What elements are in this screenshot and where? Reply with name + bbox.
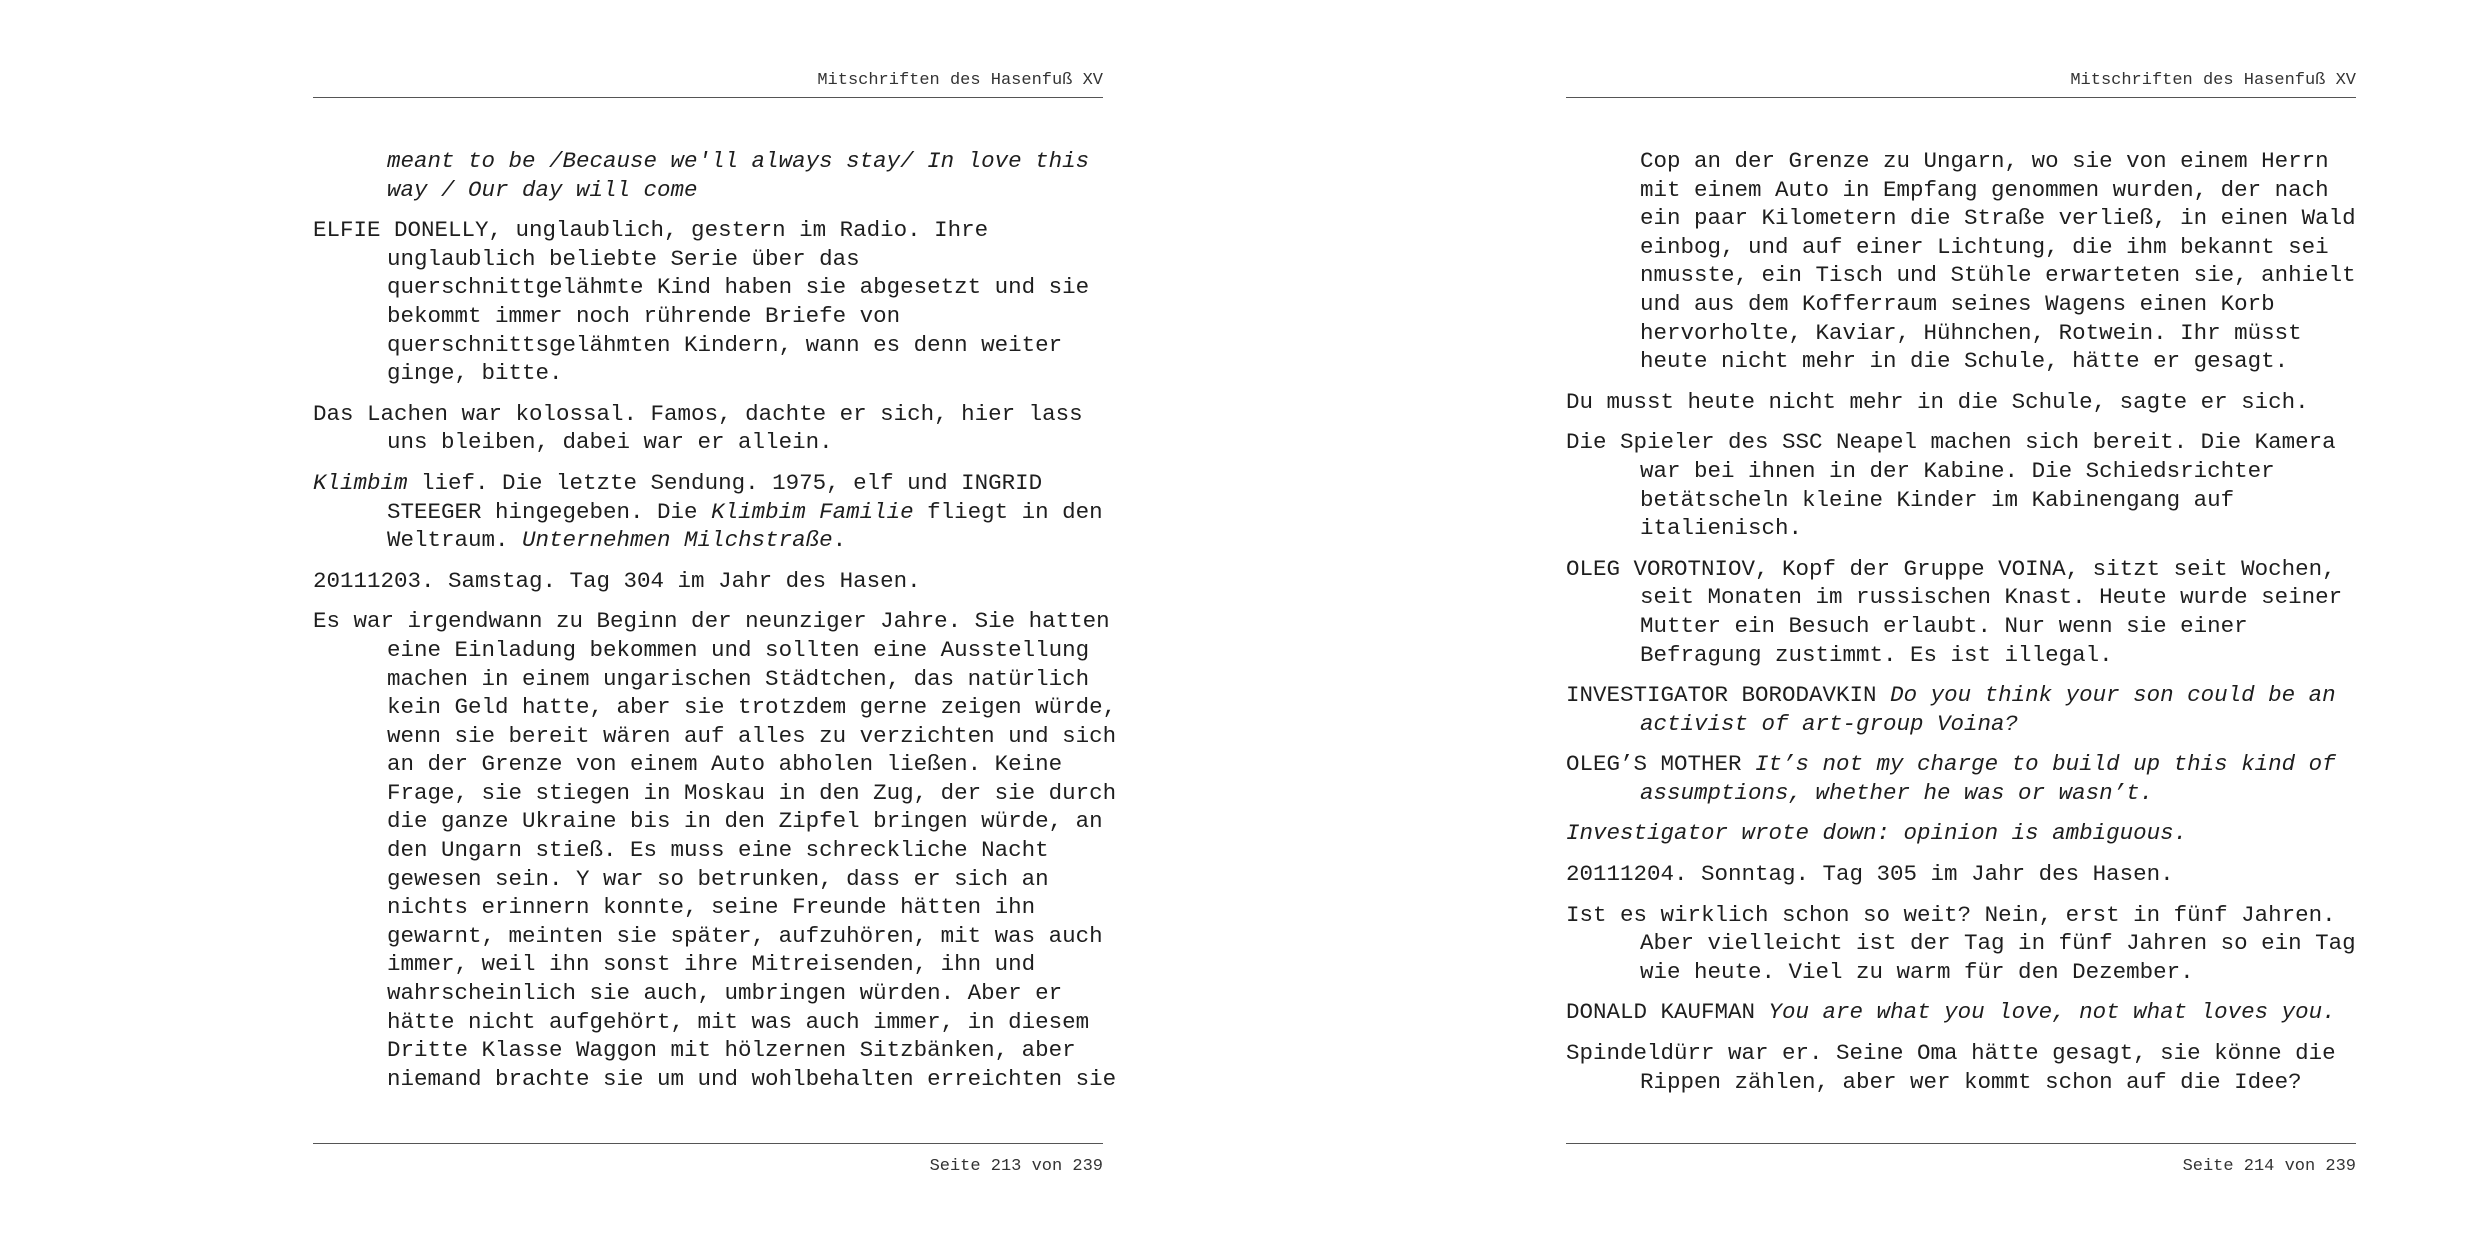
paragraph bbox=[1566, 681, 2356, 738]
page-body bbox=[1566, 147, 2356, 1108]
text-run: den Ungarn stieß. Es muss eine schreckliche Nacht bbox=[387, 837, 1049, 864]
italic-text: You are what you love, not what loves you. bbox=[1768, 999, 2336, 1026]
page-header: Mitschriften des Hasenfuß XV bbox=[2070, 71, 2356, 90]
text-run: Cop an der Grenze zu Ungarn, wo sie von einem Herrn bbox=[1640, 148, 2329, 174]
text-run: lief. Die letzte Sendung. 1975, elf und INGRID bbox=[407, 469, 1043, 496]
text-run: Spindeldürr war er. Seine Oma hätte gesagt, sie könne die bbox=[1566, 1040, 2336, 1067]
text-run: einbog, und auf einer Lichtung, die ihm bekannt sei bbox=[1640, 233, 2329, 260]
italic-text: Klimbim bbox=[313, 469, 408, 496]
text-run: Du musst heute nicht mehr in die Schule, sagte er sich. bbox=[1566, 388, 2309, 415]
italic-text: meant to be /Because we'll always stay/ In love this bbox=[387, 148, 1090, 174]
paragraph bbox=[313, 469, 1103, 555]
italic-text: assumptions, whether he was or wasn’t. bbox=[1640, 779, 2154, 806]
text-run: betätscheln kleine Kinder im Kabinengang auf bbox=[1640, 486, 2235, 513]
text-run: seit Monaten im russischen Knast. Heute wurde seiner bbox=[1640, 584, 2343, 611]
text-run: wie heute. Viel zu warm für den Dezember. bbox=[1640, 958, 2194, 985]
text-run: Es war irgendwann zu Beginn der neunziger Jahre. Sie hatten bbox=[313, 608, 1110, 635]
footer-rule bbox=[1566, 1143, 2356, 1144]
text-run: Aber vielleicht ist der Tag in fünf Jahren so ein Tag bbox=[1640, 930, 2356, 957]
text-run: immer, weil ihn sonst ihre Mitreisenden, ihn und bbox=[387, 951, 1036, 978]
text-run: Ist es wirklich schon so weit? Nein, erst in fünf Jahren. bbox=[1566, 901, 2336, 928]
text-run: niemand brachte sie um und wohlbehalten erreichten sie bbox=[387, 1065, 1117, 1092]
text-run: gewarnt, meinten sie später, aufzuhören, mit was auch bbox=[387, 922, 1103, 949]
page-header: Mitschriften des Hasenfuß XV bbox=[817, 71, 1103, 90]
paragraph bbox=[313, 400, 1103, 457]
text-run: ELFIE DONELLY, unglaublich, gestern im Radio. Ihre bbox=[313, 217, 989, 244]
text-run: wenn sie bereit wären auf alles zu verzichten und sich bbox=[387, 722, 1117, 749]
italic-text: activist of art-group Voina? bbox=[1640, 710, 2019, 737]
italic-text: way / Our day will come bbox=[387, 176, 698, 203]
paragraph bbox=[313, 216, 1103, 388]
italic-text: Do you think your son could be an bbox=[1890, 682, 2336, 709]
header-rule bbox=[313, 97, 1103, 98]
text-run: 20111203. Samstag. Tag 304 im Jahr des Hasen. bbox=[313, 567, 921, 594]
text-run: ginge, bitte. bbox=[387, 360, 563, 387]
paragraph bbox=[1566, 147, 2356, 376]
paragraph bbox=[1566, 901, 2356, 987]
text-run: gewesen sein. Y war so betrunken, dass er sich an bbox=[387, 865, 1049, 892]
footer-rule bbox=[313, 1143, 1103, 1144]
text-run: hätte nicht aufgehört, mit was auch immer, in diesem bbox=[387, 1008, 1090, 1035]
text-run: ein paar Kilometern die Straße verließ, in einen Wald bbox=[1640, 205, 2356, 232]
text-run: machen in einem ungarischen Städtchen, das natürlich bbox=[387, 665, 1090, 692]
text-run: fliegt in den bbox=[913, 498, 1103, 525]
text-run: unglaublich beliebte Serie über das bbox=[387, 245, 860, 272]
italic-text: Investigator wrote down: opinion is ambiguous. bbox=[1566, 820, 2188, 847]
text-run: querschnittgelähmte Kind haben sie abgesetzt und sie bbox=[387, 274, 1090, 301]
text-run: italienisch. bbox=[1640, 515, 1803, 542]
page-footer: Seite 214 von 239 bbox=[2182, 1157, 2356, 1176]
italic-text: Klimbim Familie bbox=[711, 498, 914, 525]
paragraph bbox=[1566, 388, 2356, 417]
text-run: INVESTIGATOR BORODAVKIN bbox=[1566, 682, 1891, 709]
paragraph bbox=[1566, 1039, 2356, 1096]
text-run: wahrscheinlich sie auch, umbringen würden. Aber er bbox=[387, 980, 1063, 1007]
text-run: Rippen zählen, aber wer kommt schon auf die Idee? bbox=[1640, 1068, 2302, 1095]
paragraph bbox=[313, 567, 1103, 596]
italic-text: Unternehmen Milchstraße bbox=[522, 527, 833, 554]
paragraph bbox=[1566, 750, 2356, 807]
text-run: nichts erinnern konnte, seine Freunde hätten ihn bbox=[387, 894, 1036, 921]
paragraph bbox=[313, 607, 1117, 1093]
text-run: Befragung zustimmt. Es ist illegal. bbox=[1640, 641, 2113, 668]
text-run: DONALD KAUFMAN bbox=[1566, 999, 1769, 1026]
left-page bbox=[313, 0, 1117, 1240]
text-run: war bei ihnen in der Kabine. Die Schiedsrichter bbox=[1640, 457, 2275, 484]
text-run: 20111204. Sonntag. Tag 305 im Jahr des Hasen. bbox=[1566, 861, 2174, 888]
text-run: Die Spieler des SSC Neapel machen sich bereit. Die Kamera bbox=[1566, 429, 2336, 456]
paragraph bbox=[313, 147, 1103, 204]
text-run: heute nicht mehr in die Schule, hätte er gesagt. bbox=[1640, 348, 2289, 375]
text-run: eine Einladung bekommen und sollten eine Ausstellung bbox=[387, 636, 1090, 663]
italic-text: It’s not my charge to build up this kind of bbox=[1755, 751, 2336, 778]
text-run: mit einem Auto in Empfang genommen wurden, der nach bbox=[1640, 176, 2329, 203]
text-run: hervorholte, Kaviar, Hühnchen, Rotwein. Ihr müsst bbox=[1640, 319, 2302, 346]
paragraph bbox=[1566, 860, 2356, 889]
text-run: STEEGER hingegeben. Die bbox=[387, 498, 712, 525]
text-run: Frage, sie stiegen in Moskau in den Zug, der sie durch bbox=[387, 779, 1117, 806]
text-run: querschnittsgelähmten Kindern, wann es denn weiter bbox=[387, 331, 1063, 358]
right-page bbox=[1566, 0, 2356, 1240]
text-run: OLEG VOROTNIOV, Kopf der Gruppe VOINA, sitzt seit Wochen, bbox=[1566, 555, 2336, 582]
text-run: kein Geld hatte, aber sie trotzdem gerne zeigen würde, bbox=[387, 694, 1117, 721]
page-body bbox=[313, 147, 1117, 1105]
text-run: die ganze Ukraine bis in den Zipfel bringen würde, an bbox=[387, 808, 1103, 835]
paragraph bbox=[1566, 428, 2356, 542]
paragraph bbox=[1566, 998, 2356, 1027]
page-footer: Seite 213 von 239 bbox=[929, 1157, 1103, 1176]
text-run: uns bleiben, dabei war er allein. bbox=[387, 429, 833, 456]
text-run: Dritte Klasse Waggon mit hölzernen Sitzbänken, aber bbox=[387, 1037, 1076, 1064]
text-run: an der Grenze von einem Auto abholen ließen. Keine bbox=[387, 751, 1063, 778]
text-run: und aus dem Kofferraum seines Wagens einen Korb bbox=[1640, 290, 2275, 317]
text-run: Weltraum. bbox=[387, 527, 523, 554]
text-run: bekommt immer noch rührende Briefe von bbox=[387, 302, 901, 329]
header-rule bbox=[1566, 97, 2356, 98]
text-run: nmusste, ein Tisch und Stühle erwarteten sie, anhielt bbox=[1640, 262, 2356, 289]
text-run: Mutter ein Besuch erlaubt. Nur wenn sie einer bbox=[1640, 612, 2248, 639]
text-run: . bbox=[832, 527, 847, 554]
text-run: Das Lachen war kolossal. Famos, dachte er sich, hier lass bbox=[313, 400, 1083, 427]
paragraph bbox=[1566, 555, 2356, 669]
paragraph bbox=[1566, 819, 2356, 848]
text-run: OLEG’S MOTHER bbox=[1566, 751, 1756, 778]
